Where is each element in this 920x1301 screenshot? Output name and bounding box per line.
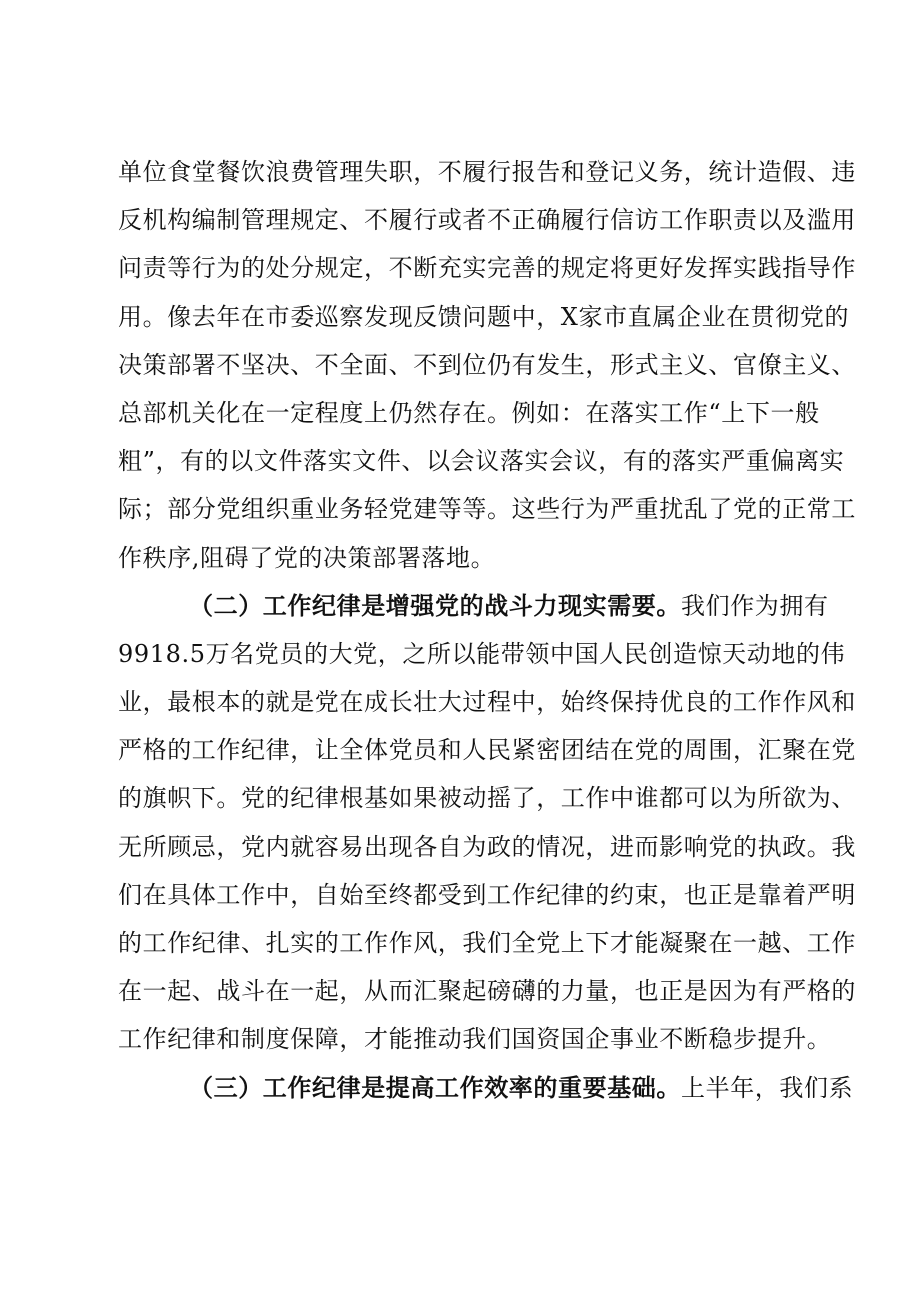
document-body [118, 148, 856, 1112]
paragraph-line: 际；部分党组织重业务轻党建等等。这些行为严重扰乱了党的正常工 [118, 495, 856, 524]
paragraph-line: 粗”，有的以文件落实文件、以会议落实会议，有的落实严重偏离实 [118, 447, 845, 476]
paragraph-line: 用。像去年在市委巡察发现反馈问题中，X家市直属企业在贯彻党的 [118, 302, 850, 331]
paragraph-line: 反机构编制管理规定、不履行或者不正确履行信访工作职责以及滥用 [118, 206, 856, 235]
paragraph-line: 的工作纪律、扎实的工作作风，我们全党上下才能凝聚在一越、工作 [118, 929, 856, 957]
paragraph-text: 我们作为拥有 [681, 591, 829, 620]
paragraph-line: 们在具体工作中，自始至终都受到工作纪律的约束，也正是靠着严明 [118, 880, 856, 909]
paragraph-line: 9918.5万名党员的大党，之所以能带领中国人民创造惊天动地的伟 [118, 639, 846, 668]
paragraph-text: 上半年，我们系 [681, 1073, 854, 1102]
paragraph-line: 单位食堂餐饮浪费管理失职，不履行报告和登记义务，统计造假、违 [118, 158, 856, 186]
paragraph-line: 在一起、战斗在一起，从而汇聚起磅礴的力量，也正是因为有严格的 [118, 977, 856, 1006]
paragraph-line: 的旗帜下。党的纪律根基如果被动摇了，工作中谁都可以为所欲为、 [118, 784, 856, 813]
paragraph-line: 严格的工作纪律，让全体党员和人民紧密团结在党的周围，汇聚在党 [118, 736, 856, 765]
paragraph-first-line [118, 1064, 854, 1112]
section-heading: （三）工作纪律是提高工作效率的重要基础。 [189, 1072, 681, 1102]
paragraph-line: 工作纪律和制度保障，才能推动我们国资国企事业不断稳步提升。 [118, 1025, 832, 1054]
section-heading: （二）工作纪律是增强党的战斗力现实需要。 [189, 590, 681, 620]
paragraph-line: 无所顾忌，党内就容易出现各自为政的情况，进而影响党的执政。我 [118, 832, 856, 861]
paragraph-line: 决策部署不坚决、不全面、不到位仍有发生，形式主义、官僚主义、 [118, 350, 856, 379]
paragraph-line: 作秩序,阻碍了党的决策部署落地。 [118, 543, 496, 572]
paragraph-line: 总部机关化在一定程度上仍然存在。例如：在落实工作“上下一般 [118, 398, 820, 427]
paragraph-line: 业，最根本的就是党在成长壮大过程中，始终保持优良的工作作风和 [118, 688, 856, 717]
paragraph-line: 问责等行为的处分规定，不断充实完善的规定将更好发挥实践指导作 [118, 254, 856, 283]
paragraph-first-line [118, 582, 829, 630]
